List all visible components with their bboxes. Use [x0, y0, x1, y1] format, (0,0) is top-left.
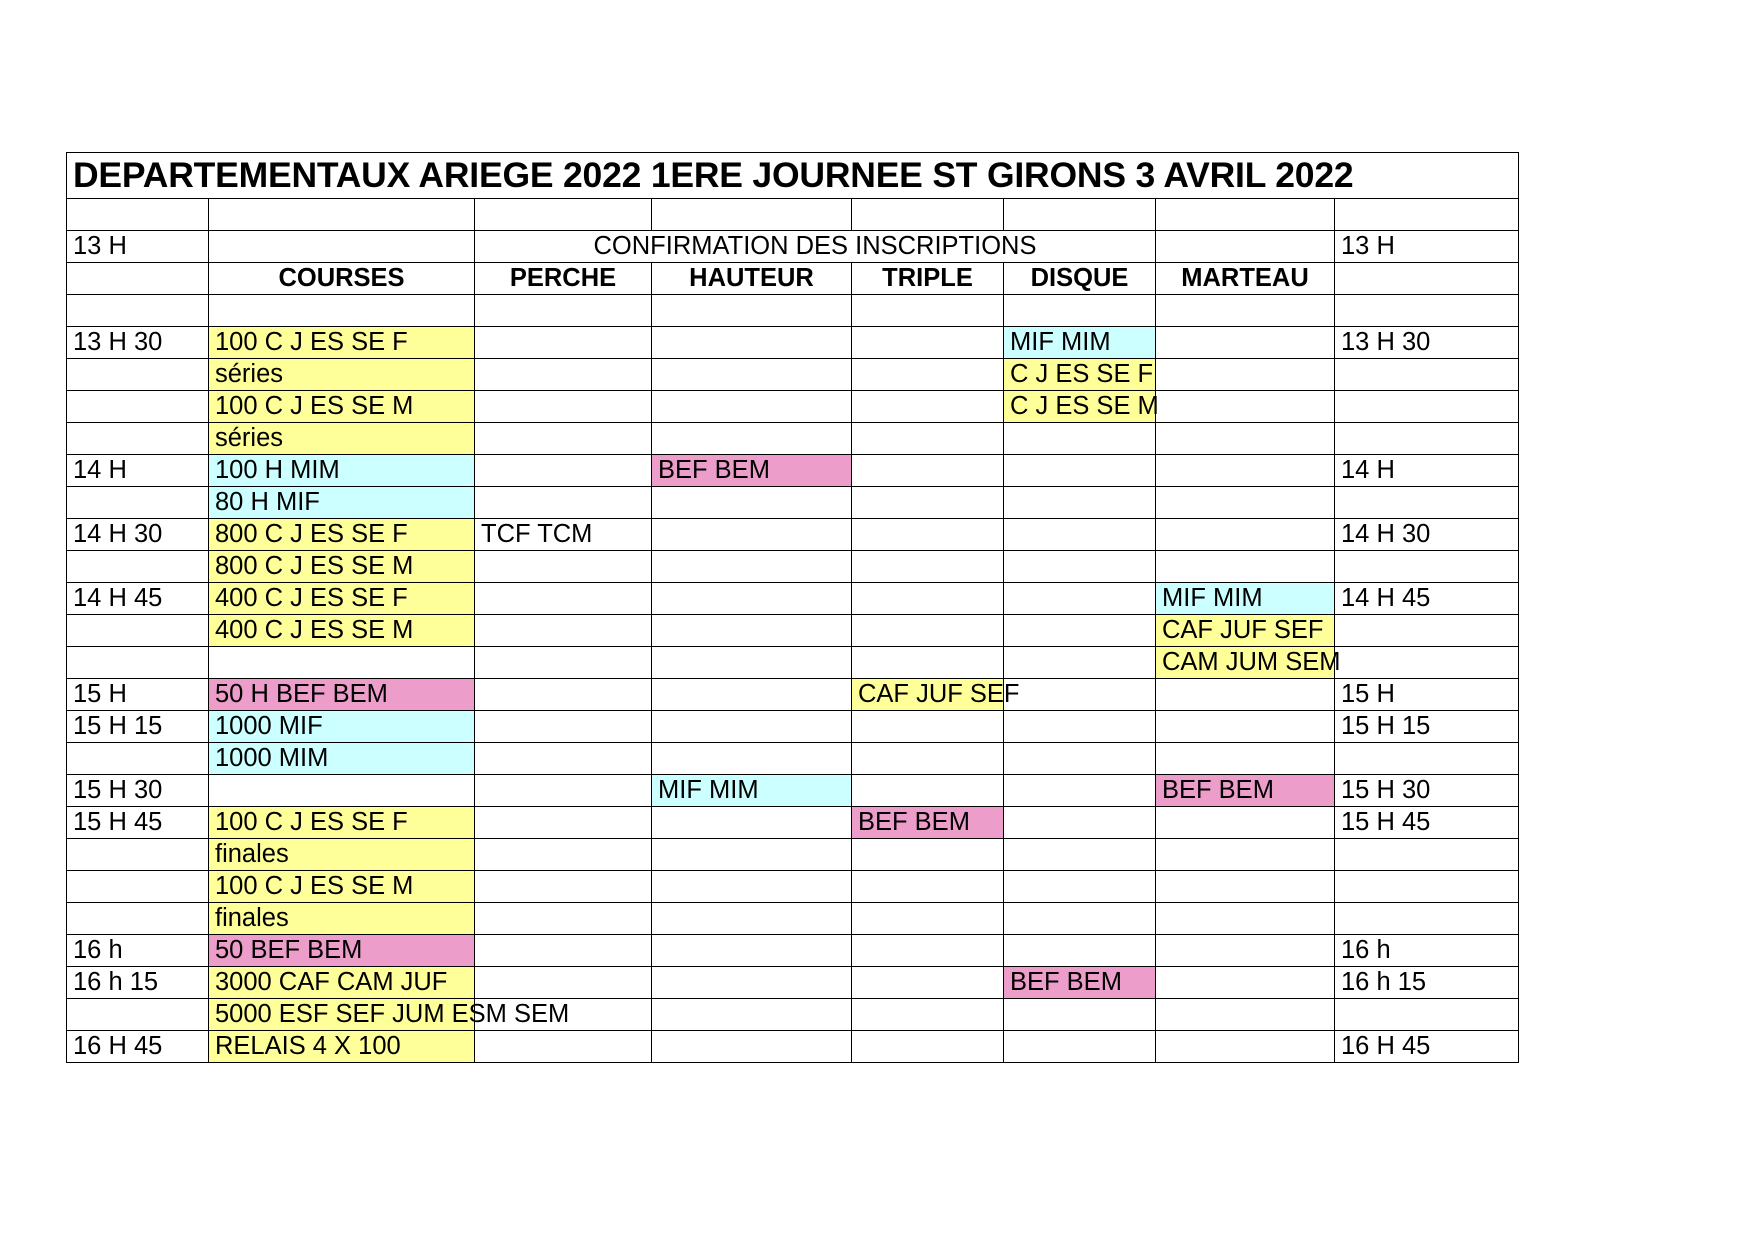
marteau-text: CAM JUM SEM [1162, 648, 1341, 676]
courses-cell [209, 519, 475, 551]
time-left-cell [67, 679, 209, 711]
courses-text: 80 H MIF [215, 488, 320, 516]
empty-cell [652, 679, 852, 711]
marteau-cell [1156, 583, 1335, 615]
empty-cell [852, 711, 1004, 743]
empty-cell [67, 999, 209, 1031]
empty-cell [652, 647, 852, 679]
empty-cell [475, 711, 652, 743]
empty-cell [1156, 199, 1335, 231]
disque-cell [1004, 327, 1156, 359]
empty-cell [652, 903, 852, 935]
courses-text: 3000 CAF CAM JUF [215, 968, 448, 996]
empty-cell [1335, 487, 1519, 519]
header-triple: TRIPLE [852, 263, 1004, 295]
schedule-row [67, 487, 1519, 519]
marteau-text: MIF MIM [1162, 584, 1263, 612]
schedule-row [67, 615, 1519, 647]
schedule-row [67, 647, 1519, 679]
time-left-cell [67, 967, 209, 999]
time-right-cell [1335, 775, 1519, 807]
empty-cell [475, 455, 652, 487]
time-left-cell [67, 935, 209, 967]
empty-cell [67, 487, 209, 519]
time-left-cell [67, 807, 209, 839]
empty-cell [1156, 359, 1335, 391]
time-left-text: 15 H 30 [73, 776, 163, 804]
time-right-cell [1335, 967, 1519, 999]
schedule-row [67, 551, 1519, 583]
schedule-row [67, 839, 1519, 871]
courses-text: 100 C J ES SE F [215, 808, 408, 836]
empty-cell [475, 359, 652, 391]
time-left-text: 15 H 45 [73, 808, 163, 836]
empty-cell [475, 679, 652, 711]
empty-cell [652, 487, 852, 519]
empty-cell [475, 935, 652, 967]
empty-cell [67, 391, 209, 423]
empty-cell [1004, 583, 1156, 615]
empty-cell [475, 871, 652, 903]
header-perche: PERCHE [475, 263, 652, 295]
empty-cell [1004, 455, 1156, 487]
courses-cell [209, 967, 475, 999]
time-left-cell [67, 455, 209, 487]
courses-text: 1000 MIF [215, 712, 323, 740]
empty-cell [475, 807, 652, 839]
time-left-text: 15 H 15 [73, 712, 163, 740]
courses-cell [209, 455, 475, 487]
empty-cell [852, 327, 1004, 359]
disque-cell [1004, 967, 1156, 999]
empty-cell [475, 487, 652, 519]
empty-cell [475, 199, 652, 231]
courses-cell [209, 615, 475, 647]
schedule-row [67, 775, 1519, 807]
empty-cell [1335, 423, 1519, 455]
marteau-cell [1156, 647, 1341, 679]
empty-cell [852, 615, 1004, 647]
empty-cell [852, 775, 1004, 807]
empty-cell [1156, 839, 1335, 871]
empty-cell [475, 647, 652, 679]
schedule-row [67, 679, 1519, 711]
schedule-row [67, 583, 1519, 615]
time-left-cell [67, 711, 209, 743]
courses-cell [209, 839, 475, 871]
empty-cell [652, 839, 852, 871]
empty-cell [1156, 551, 1335, 583]
empty-cell [1004, 551, 1156, 583]
empty-cell [67, 903, 209, 935]
empty-cell [652, 935, 852, 967]
marteau-text: BEF BEM [1162, 776, 1274, 804]
courses-text: 400 C J ES SE F [215, 584, 408, 612]
empty-cell [852, 583, 1004, 615]
courses-cell [209, 903, 475, 935]
empty-cell [652, 423, 852, 455]
empty-cell [652, 743, 852, 775]
empty-cell [1335, 295, 1519, 327]
hauteur-text: BEF BEM [658, 456, 770, 484]
courses-cell [209, 487, 475, 519]
empty-cell [1156, 1031, 1335, 1063]
empty-cell [1156, 679, 1335, 711]
time-left-text: 15 H [73, 680, 127, 708]
time-right-text: 13 H 30 [1341, 328, 1431, 356]
disque-cell [1004, 391, 1159, 423]
empty-cell [652, 327, 852, 359]
schedule-row [67, 391, 1519, 423]
courses-text: RELAIS 4 X 100 [215, 1032, 401, 1060]
empty-cell [1004, 679, 1156, 711]
empty-cell [1004, 903, 1156, 935]
disque-cell [1004, 359, 1156, 391]
time-left-cell: 13 H [67, 231, 209, 263]
empty-cell [652, 519, 852, 551]
disque-text: BEF BEM [1010, 968, 1122, 996]
empty-cell [1335, 903, 1519, 935]
time-left-text: 14 H 30 [73, 520, 163, 548]
time-left-text: 16 h [73, 936, 123, 964]
empty-cell [652, 295, 852, 327]
hauteur-text: MIF MIM [658, 776, 759, 804]
courses-text: séries [215, 424, 284, 452]
time-right-cell [1335, 1031, 1519, 1063]
header-time-left [67, 263, 209, 295]
courses-cell [209, 807, 475, 839]
courses-text: séries [215, 360, 284, 388]
empty-cell [1004, 295, 1156, 327]
marteau-cell [1156, 615, 1335, 647]
empty-cell [1156, 903, 1335, 935]
courses-text: 100 H MIM [215, 456, 340, 484]
empty-cell [852, 519, 1004, 551]
time-left-cell [67, 775, 209, 807]
time-left-cell [67, 327, 209, 359]
time-right-text: 15 H [1341, 680, 1395, 708]
empty-cell [475, 839, 652, 871]
disque-text: C J ES SE F [1010, 360, 1154, 388]
empty-cell [852, 455, 1004, 487]
empty-cell [1004, 807, 1156, 839]
empty-cell [1156, 295, 1335, 327]
empty-cell [1004, 711, 1156, 743]
empty-cell [67, 839, 209, 871]
empty-cell [1156, 487, 1335, 519]
empty-cell [67, 743, 209, 775]
time-right-text: 14 H [1341, 456, 1395, 484]
triple-cell [852, 679, 1020, 711]
schedule-row [67, 423, 1519, 455]
schedule-body [67, 153, 1519, 1063]
empty-cell [209, 295, 475, 327]
confirmation-row [67, 231, 1519, 263]
schedule-row [67, 711, 1519, 743]
empty-cell [852, 295, 1004, 327]
header-time-right [1335, 263, 1519, 295]
courses-cell [209, 679, 475, 711]
courses-text: 50 H BEF BEM [215, 680, 388, 708]
empty-cell [852, 935, 1004, 967]
courses-text: 100 C J ES SE F [215, 328, 408, 356]
empty-cell [475, 391, 652, 423]
empty-cell [1004, 871, 1156, 903]
courses-text: 50 BEF BEM [215, 936, 363, 964]
empty-cell [1156, 327, 1335, 359]
empty-cell [652, 1031, 852, 1063]
empty-cell [1004, 839, 1156, 871]
empty-cell [652, 551, 852, 583]
empty-cell [652, 999, 852, 1031]
schedule-table [66, 152, 1519, 1063]
courses-text: 400 C J ES SE M [215, 616, 414, 644]
courses-text: 100 C J ES SE M [215, 392, 414, 420]
empty-cell [1156, 967, 1335, 999]
empty-cell [475, 967, 652, 999]
empty-cell [1156, 519, 1335, 551]
empty-cell [475, 1031, 652, 1063]
schedule-row [67, 1031, 1519, 1063]
header-marteau: MARTEAU [1156, 263, 1335, 295]
empty-cell [1156, 423, 1335, 455]
empty-cell [852, 967, 1004, 999]
empty-cell [852, 359, 1004, 391]
empty-cell [67, 295, 209, 327]
empty-cell [1335, 199, 1519, 231]
empty-cell [475, 903, 652, 935]
empty-cell [1335, 999, 1519, 1031]
courses-text: finales [215, 904, 289, 932]
empty-cell [475, 775, 652, 807]
time-right-text: 15 H 30 [1341, 776, 1431, 804]
time-right-text: 14 H 45 [1341, 584, 1431, 612]
courses-cell [209, 327, 475, 359]
empty-cell [1156, 391, 1335, 423]
empty-cell [852, 487, 1004, 519]
time-right-cell [1335, 519, 1519, 551]
time-left-text: 13 H 30 [73, 328, 163, 356]
time-right-text: 15 H 15 [1341, 712, 1431, 740]
empty-cell [1156, 743, 1335, 775]
perche-cell [475, 519, 652, 551]
time-right-cell [1335, 679, 1519, 711]
schedule-row [67, 359, 1519, 391]
page-title: DEPARTEMENTAUX ARIEGE 2022 1ERE JOURNEE ST GIRONS 3 AVRIL 2022 [67, 153, 1519, 199]
empty-cell [1335, 871, 1519, 903]
schedule-row [67, 999, 1519, 1031]
time-right-cell [1335, 935, 1519, 967]
disque-text: MIF MIM [1010, 328, 1111, 356]
courses-cell [209, 999, 570, 1031]
blank-row [67, 199, 1519, 231]
time-right-text: 15 H 45 [1341, 808, 1431, 836]
schedule-row [67, 903, 1519, 935]
empty-cell [1156, 711, 1335, 743]
time-left-cell [67, 519, 209, 551]
empty-cell [1004, 935, 1156, 967]
empty-cell [1335, 647, 1519, 679]
empty-cell [652, 967, 852, 999]
schedule-row [67, 807, 1519, 839]
courses-text: 800 C J ES SE M [215, 552, 414, 580]
empty-cell [1335, 615, 1519, 647]
empty-cell [1156, 871, 1335, 903]
courses-cell [209, 1031, 475, 1063]
empty-cell [475, 615, 652, 647]
empty-cell [852, 647, 1004, 679]
empty-cell [1156, 807, 1335, 839]
header-hauteur: HAUTEUR [652, 263, 852, 295]
time-right-cell: 13 H [1335, 231, 1519, 263]
empty-cell [67, 359, 209, 391]
hauteur-cell [652, 455, 852, 487]
courses-cell [209, 743, 475, 775]
time-left-text: 14 H 45 [73, 584, 163, 612]
empty-cell [652, 615, 852, 647]
time-right-cell [1335, 327, 1519, 359]
time-right-text: 16 H 45 [1341, 1032, 1431, 1060]
courses-text: 5000 ESF SEF JUM ESM SEM [215, 1000, 570, 1028]
blank-row [67, 295, 1519, 327]
empty-cell [1156, 935, 1335, 967]
schedule-row [67, 967, 1519, 999]
confirmation-text: CONFIRMATION DES INSCRIPTIONS [475, 231, 1156, 263]
time-left-text: 14 H [73, 456, 127, 484]
empty-cell [67, 615, 209, 647]
courses-text: 800 C J ES SE F [215, 520, 408, 548]
time-right-text: 16 h 15 [1341, 968, 1427, 996]
empty-cell [209, 231, 475, 263]
time-left-text: 16 h 15 [73, 968, 159, 996]
time-right-text: 16 h [1341, 936, 1391, 964]
empty-cell [652, 711, 852, 743]
triple-text: BEF BEM [858, 808, 970, 836]
courses-cell [209, 423, 475, 455]
empty-cell [852, 1031, 1004, 1063]
empty-cell [652, 391, 852, 423]
empty-cell [852, 871, 1004, 903]
empty-cell [852, 839, 1004, 871]
empty-cell [652, 871, 852, 903]
empty-cell [852, 551, 1004, 583]
header-row [67, 263, 1519, 295]
schedule-row [67, 871, 1519, 903]
empty-cell [652, 807, 852, 839]
empty-cell [1156, 455, 1335, 487]
empty-cell [475, 295, 652, 327]
empty-cell [1156, 999, 1335, 1031]
triple-text: CAF JUF SEF [858, 680, 1020, 708]
empty-cell [1335, 359, 1519, 391]
empty-cell [652, 359, 852, 391]
empty-cell [67, 423, 209, 455]
empty-cell [1004, 1031, 1156, 1063]
header-courses: COURSES [209, 263, 475, 295]
empty-cell [475, 551, 652, 583]
empty-cell [475, 743, 652, 775]
empty-cell [1004, 615, 1156, 647]
schedule-row [67, 327, 1519, 359]
empty-cell [852, 199, 1004, 231]
empty-cell [1004, 423, 1156, 455]
empty-cell [1004, 199, 1156, 231]
empty-cell [1004, 743, 1156, 775]
time-left-cell [67, 1031, 209, 1063]
hauteur-cell [652, 775, 852, 807]
empty-cell [67, 647, 209, 679]
empty-cell [852, 423, 1004, 455]
time-left-text: 16 H 45 [73, 1032, 163, 1060]
empty-cell [1004, 999, 1156, 1031]
courses-text: 1000 MIM [215, 744, 329, 772]
empty-cell [67, 551, 209, 583]
empty-cell [475, 583, 652, 615]
time-right-cell [1335, 455, 1519, 487]
courses-cell [209, 935, 475, 967]
empty-cell [1156, 231, 1335, 263]
empty-cell [1004, 647, 1156, 679]
time-right-cell [1335, 583, 1519, 615]
empty-cell [209, 775, 475, 807]
triple-cell [852, 807, 1004, 839]
empty-cell [1335, 551, 1519, 583]
empty-cell [67, 199, 209, 231]
courses-text: 100 C J ES SE M [215, 872, 414, 900]
schedule-row [67, 743, 1519, 775]
title-row [67, 153, 1519, 199]
courses-cell [209, 359, 475, 391]
schedule-row [67, 455, 1519, 487]
courses-cell [209, 391, 475, 423]
empty-cell [1004, 775, 1156, 807]
courses-text: finales [215, 840, 289, 868]
empty-cell [652, 199, 852, 231]
empty-cell [852, 903, 1004, 935]
empty-cell [1004, 487, 1156, 519]
courses-cell [209, 871, 475, 903]
empty-cell [1335, 391, 1519, 423]
empty-cell [475, 327, 652, 359]
courses-cell [209, 583, 475, 615]
empty-cell [1335, 743, 1519, 775]
empty-cell [67, 871, 209, 903]
time-left-cell [67, 583, 209, 615]
time-right-cell [1335, 807, 1519, 839]
time-right-text: 14 H 30 [1341, 520, 1431, 548]
courses-cell [209, 711, 475, 743]
perche-text: TCF TCM [481, 520, 593, 548]
time-right-cell [1335, 711, 1519, 743]
disque-text: C J ES SE M [1010, 392, 1159, 420]
marteau-cell [1156, 775, 1335, 807]
empty-cell [1335, 839, 1519, 871]
marteau-text: CAF JUF SEF [1162, 616, 1324, 644]
empty-cell [209, 647, 475, 679]
empty-cell [475, 423, 652, 455]
empty-cell [852, 743, 1004, 775]
schedule-row [67, 935, 1519, 967]
header-disque: DISQUE [1004, 263, 1156, 295]
empty-cell [1004, 519, 1156, 551]
empty-cell [852, 999, 1004, 1031]
empty-cell [852, 391, 1004, 423]
schedule-row [67, 519, 1519, 551]
empty-cell [209, 199, 475, 231]
empty-cell [652, 583, 852, 615]
courses-cell [209, 551, 475, 583]
